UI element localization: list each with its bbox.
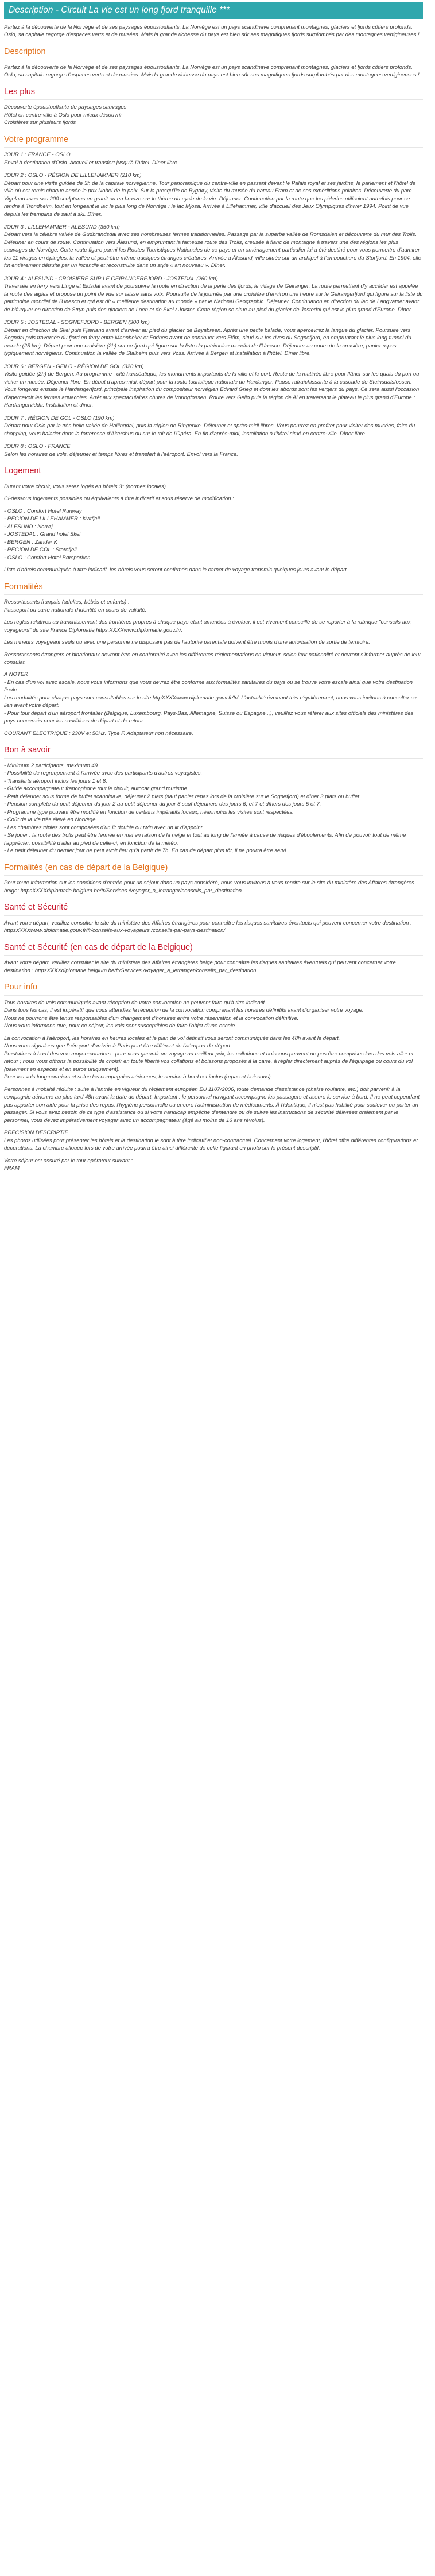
logement-hotel-list: - OSLO : Comfort Hotel Runway - RÉGION DE LILLEHAMMER : Kvitfjell - ALESUND : Norrøj - JOSTEDAL : Grand hotel Skei - BERGEN : Zander K - RÉGION DE GOL : Storefjell - OSLO : Comfort Hotel Børsparken [4, 508, 100, 561]
pour-info-p4: PRÉCISION DESCRIPTIF Les photos utilisées pour présenter les hôtels et la destination le sont à titre indicatif et non-contractuel. Concernant votre logement, l'hôtel offre différentes configurations et décorations. La chambre allouée lors de votre arrivée pourra être ainsi différente de celle figurant en photo sur le présent descriptif. [4, 1130, 418, 1152]
programme-day [4, 415, 423, 438]
day-text: Envol à destination d'Oslo. Accueil et transfert jusqu'à l'hôtel. Dîner libre. [4, 159, 179, 166]
logement-text-2: Ci-dessous logements possibles ou équivalents à titre indicatif et sous réserve de modification : [4, 496, 234, 502]
formalites-p5: A NOTER - En cas d'un vol avec escale, nous vous informons que vous devrez être conforme aux formalités sanitaires du pays où se trouve votre escale ainsi que votre destination finale. Les modalités pour chaque pays sont consultables sur le site httpXXXXwww.diplomatie.gouv.fr/fr/. L'actualité évoluant très régulièrement, nous vous invitons à consulter ce lien avant votre départ. - Pour tout départ d'un aéroport frontalier (Belgique, Luxembourg, Pays-Bas, Allemagne, Suisse ou Espagne...), veuillez vous référer aux sites officiels des ministères des pays concernés pour les conditions de départ et de retour. [4, 671, 417, 725]
formalites-p6: COURANT ELECTRIQUE : 230V et 50Hz. Type F. Adaptateur non nécessaire. [4, 730, 193, 737]
section-sante-belgique-title: Santé et Sécurité (en cas de départ de la Belgique) [4, 942, 423, 956]
programme-day [4, 363, 423, 409]
day-text: Traversée en ferry vers Linge et Eidsdal avant de poursuivre la route en direction de la perle des fjords, le village de Geiranger. La route permettant d'y accéder est appelée la route des aigles et propose un point de vue sur laisse sans voix. Poursuite de la journée par une croisière d'environ une heure sur le Geirangerfjord qui figure sur la liste du patrimoine mondial de l'Unesco et qui est dit « meilleure destination au monde » par le National Geographic. Déjeuner. Continuation en direction du lac de Langvatnet avant de bifurquer en direction de Stryn puis des glaciers de Loen et de Skei / Jolster. Cette région se situe au pied du glacier de Jostedal qui est le plus grand d'Europe. Dîner. [4, 283, 423, 313]
programme-days [4, 151, 423, 458]
highlights-list: Découverte époustouflante de paysages sauvages Hôtel en centre-ville à Oslo pour mieux découvrir Croisières sur plusieurs fjords [4, 104, 127, 126]
intro-text: Partez à la découverte de la Norvège et de ses paysages époustouflants. La Norvège est un pays scandinave comprenant montagnes, glaciers et fjords côtiers profonds. Oslo, sa capitale regorge d'espaces verts et de musées. Mais la grande richesse du pays est bien sûr ses magnifiques fjords surplombés par des montagnes vertigineuses ! [4, 24, 420, 38]
page [0, 0, 427, 1184]
day-title: JOUR 8 : OSLO - FRANCE [4, 443, 71, 450]
section-description-title: Description [4, 46, 423, 60]
programme-day [4, 443, 423, 458]
section-highlights-title: Les plus [4, 86, 423, 100]
day-text: Départ pour Oslo par la très belle vallée de Hallingdal, puis la région de Ringerike. Déjeuner et après-midi libres. Vous pourrez en profiter pour visiter des musées, faire du shopping, vous balader dans la forteresse d'Akershus ou sur le toit de l'Opéra. En fin d'après-midi, installation à l'hôtel situé en centre-ville. Dîner libre. [4, 423, 415, 437]
formalites-belgique-text: Pour toute information sur les conditions d'entrée pour un séjour dans un pays considéré, nous vous invitons à vous rendre sur le site du ministère des Affaires étrangères belge: httpsXXXXdiplomatie.belgium.be/fr/Services /voyager_a_letranger/conseils_par_destination [4, 880, 414, 894]
formalites-p2: Les règles relatives au franchissement des frontières propres à chaque pays étant amenées à évoluer, il est vivement conseillé de se reporter à la rubrique "conseils aux voyageurs" du site France Diplomatie,https:XXXXwww.diplomatie.gouv.fr/. [4, 619, 411, 633]
programme-day [4, 223, 423, 270]
description-text: Partez à la découverte de la Norvège et de ses paysages époustouflants. La Norvège est un pays scandinave comprenant montagnes, glaciers et fjords côtiers profonds. Oslo, sa capitale regorge d'espaces verts et de musées. Mais la grande richesse du pays est bien sûr ses magnifiques fjords surplombés par des montagnes vertigineuses ! [4, 64, 420, 79]
programme-day [4, 319, 423, 357]
day-text: Départ en direction de Skei puis Fjærland avant d'arriver au pied du glacier de Bøyabreen. Après une petite balade, vous apercevrez la langue du glacier. Poursuite vers Sogndal puis traversée du fjord en ferry entre Mannheller et Fodnes avant de continuer vers Flåm, situé sur les rives du Sognefjord, en empruntant le plus long tunnel du monde (25 km). Départ pour une croisière (2h) sur ce fjord qui figure sur la liste du patrimoine mondial de l'Unesco. Déjeuner au cours de la croisière, panier repas typiquement norvégiens. Continuation la vallée de Stalheim puis vers Voss. Arrivée à Bergen et installation à l'hôtel. Dîner libre. [4, 327, 411, 357]
programme-day [4, 275, 423, 314]
sante-belgique-text: Avant votre départ, veuillez consulter le site du ministère des Affaires étrangères belge pour connaître les risques sanitaires éventuels qui peuvent concerner votre destination : httpsXXXXdiplomatie.belgium.be/fr/Services /voyager_a_letranger/conseils_par_destination [4, 960, 396, 974]
section-logement-title: Logement [4, 465, 423, 479]
formalites-p1: Ressortissants français (adultes, bébés et enfants) : Passeport ou carte nationale d'identité en cours de validité. [4, 599, 147, 613]
section-pour-info-title: Pour info [4, 981, 423, 996]
pour-info-p1: Tous horaires de vols communiqués avant réception de votre convocation ne peuvent faire qu'à titre indicatif. Dans tous les cas, il est impératif que vous attendiez la réception de la convocation comprenant les horaires définitifs avant d'organiser votre voyage. Nous ne pourrons être tenus responsables d'un changement d'horaires entre votre réservation et la convocation définitive. Nous vous informons que, pour ce séjour, les vols sont susceptibles de faire l'objet d'une escale. [4, 999, 364, 1030]
bon-savoir-list: - Minimum 2 participants, maximum 49. - Possibilité de regroupement à l'arrivée avec des participants d'autres voyagistes. - Transferts aéroport inclus les jours 1 et 8. - Guide accompagnateur francophone tout le circuit, autocar grand tourisme. - Petit déjeuner sous forme de buffet scandinave, déjeuner 2 plats (sauf panier repas lors de la croisière sur le Sognefjord) et dîner 3 plats ou buffet. - Pension complète du petit déjeuner du jour 2 au petit déjeuner du jour 8 sauf déjeuners des jours 6, et 7 et dîners des jours 5 et 7. - Programme type pouvant être modifié en fonction de certains impératifs locaux, néanmoins les visites sont respectées. - Coût de la vie très élevé en Norvège. - Les chambres triples sont composées d'un lit double ou twin avec un lit d'appoint. - Se jouer : la route des trolls peut être fermée en mai en raison de la neige et tout au long de l'année à cause de risques d'éboulements. Afin de pouvoir tout de même l'apprécier, possibilité d'aller au pied de celle-ci, en fonction de la météo. - Le petit déjeuner du dernier jour ne peut avoir lieu qu'à partir de 7h. En cas de départ plus tôt, il ne pourra être servi. [4, 762, 406, 854]
programme-day [4, 151, 423, 167]
section-bon-savoir-title: Bon à savoir [4, 744, 423, 759]
section-sante-title: Santé et Sécurité [4, 902, 423, 916]
day-title: JOUR 3 : LILLEHAMMER - ALESUND (350 km) [4, 224, 120, 230]
pour-info-p2: La convocation à l'aéroport, les horaires en heures locales et le plan de vol définitif vous seront communiqués dans les 48h avant le départ. Nous vous signalons que l'aéroport d'arrivée à Paris peut être différent de l'aéroport de départ. Prestations à bord des vols moyen-courriers : pour vous garantir un voyage au meilleur prix, les collations et boissons peuvent ne pas être comprises lors des vols aller et retour ; nous vous offrons la possibilité de choisir en toute liberté vos collations et boissons proposés à la carte, à régler directement auprès de l'équipage ou cours du vol (paiement en espèces et en euros uniquement). Pour les vols long-courriers et selon les compagnies aériennes, le service à bord est inclus (repas et boissons). [4, 1035, 414, 1081]
section-programme-title: Votre programme [4, 134, 423, 148]
day-text: Selon les horaires de vols, déjeuner et temps libres et transfert à l'aéroport. Envol vers la France. [4, 451, 238, 458]
day-title: JOUR 4 : ALESUND - CROISIÈRE SUR LE GEIRANGERFJORD - JOSTEDAL (260 km) [4, 275, 218, 282]
day-title: JOUR 1 : FRANCE - OSLO [4, 152, 71, 158]
pour-info-p5: Votre séjour est assuré par le tour opérateur suivant : FRAM [4, 1157, 133, 1172]
day-text: Visite guidée (2h) de Bergen. Au programme : cité hanséatique, les monuments importants de la ville et le port. Reste de la matinée libre pour flâner sur les quais du port ou visiter un musée. Déjeuner libre. En début d'après-midi, départ pour la route touristique nationale du Hardanger. Pause rafraîchissante à la cascade de Steinsdalsfossen. Vous longerez ensuite le Hardangerfjord, principale inspiration du compositeur norvégien Edvard Grieg et dont les abords sont les vergers du pays. Ce sera aussi l'occasion d'apercevoir les fermes aquacoles. Arrêt aux spectaculaires chutes de Voringfossen. Route vers Geilo puis la région de Al en traversant le plateau le plus grand d'Europe : Hardangervidda. Installation et dîner. [4, 371, 420, 409]
day-title: JOUR 2 : OSLO - RÉGION DE LILLEHAMMER (210 km) [4, 172, 142, 179]
programme-day [4, 172, 423, 218]
formalites-p4: Ressortissants étrangers et binationaux devront être en conformité avec les différentes réglementations en vigueur, selon leur nationalité et devront s'informer auprès de leur consulat. [4, 651, 421, 666]
formalites-p3: Les mineurs voyageant seuls ou avec une personne ne disposant pas de l'autorité parentale doivent être munis d'une autorisation de sortie de territoire. [4, 639, 370, 646]
day-text: Départ vers la célèbre vallée de Gudbrandsdal avec ses nombreuses fermes traditionnelles. Passage par la superbe vallée de Romsdalen et découverte du mur des Trolls. Déjeuner en cours de route. Continuation vers Ålesund, en empruntant la fameuse route des Trolls, creusée à flanc de montagne à travers une des régions les plus sauvages de Norvège. Cette route figure parmi les Routes Touristiques Nationales de ce pays et un aménagement particulier lui a été destiné pour vous permettre d'admirer les 11 virages en épingles, la vallée et peut-être même quelques étranges créatures. Arrivée à Ålesund, ville située sur un archipel à l'embouchure du Storfjord. En 1904, elle fut entièrement détruite par un incendie et reconstruite dans un style « art nouveau ». Dîner. [4, 231, 421, 269]
logement-text-1: Durant votre circuit, vous serez logés en hôtels 3* (normes locales). [4, 483, 168, 490]
day-text: Départ pour une visite guidée de 3h de la capitale norvégienne. Tour panoramique du centre-ville en passant devant le Palais royal et ses jardins, le parlement et l'hôtel de ville où est remis chaque année le prix Nobel de la paix. Sur la presqu'île de Bygdøy, visite du musée du bateau Fram et de ses expéditions polaires. Découverte du parc Vigeland avec ses 200 sculptures en granit ou en bronze sur le thème du cycle de la vie. Déjeuner. Continuation par la route que les pèlerins utilisaient autrefois pour se rendre à Trondheim, tout en longeant le lac le plus long de Norvège : le lac Mjosa. Arrivée à Lillehammer, ville d'accueil des Jeux Olympiques d'hiver 1994. Point de vue depuis les tremplins de saut à ski. Dîner. [4, 180, 416, 218]
pour-info-p3: Personnes à mobilité réduite : suite à l'entrée en vigueur du règlement européen EU 1107/2006, toute demande d'assistance (chaise roulante, etc.) doit parvenir à la compagnie aérienne au plus tard 48h avant la date de départ. Important : le personnel navigant accompagne les passagers et assure le service à bord. Il ne peut cependant pas apporter son aide pour la prise des repas, l'hygiène personnelle ou encore l'administration de médicaments. À l'identique, il n'est pas habilité pour soulever ou porter un passager. Si vous avez besoin de ce type d'assistance ou si votre handicap empêche d'entendre ou de suivre les instructions de sécurité délivrées oralement par le personnel, vous devez impérativement voyager avec un accompagnateur (âgé au moins de 16 ans révolus). [4, 1086, 420, 1124]
section-formalites-belgique-title: Formalités (en cas de départ de la Belgique) [4, 862, 423, 876]
sante-text: Avant votre départ, veuillez consulter le site du ministère des Affaires étrangères pour connaître les risques sanitaires éventuels qui peuvent concerner votre destination : httpsXXXXwww.diplomatie.gouv.fr/fr/conseils-aux-voyageurs /conseils-par-pays-destination/ [4, 919, 412, 934]
page-title: Description - Circuit La vie est un long fjord tranquille *** [4, 2, 423, 19]
day-title: JOUR 7 : RÉGION DE GOL - OSLO (190 km) [4, 415, 115, 421]
section-formalites-title: Formalités [4, 581, 423, 595]
day-title: JOUR 5 : JOSTEDAL - SOGNEFJORD - BERGEN (300 km) [4, 319, 150, 326]
day-title: JOUR 6 : BERGEN - GEILO - RÉGION DE GOL (320 km) [4, 363, 144, 370]
logement-text-3: Liste d'hôtels communiquée à titre indicatif, les hôtels vous seront confirmés dans le carnet de voyage transmis quelques jours avant le départ [4, 567, 347, 574]
